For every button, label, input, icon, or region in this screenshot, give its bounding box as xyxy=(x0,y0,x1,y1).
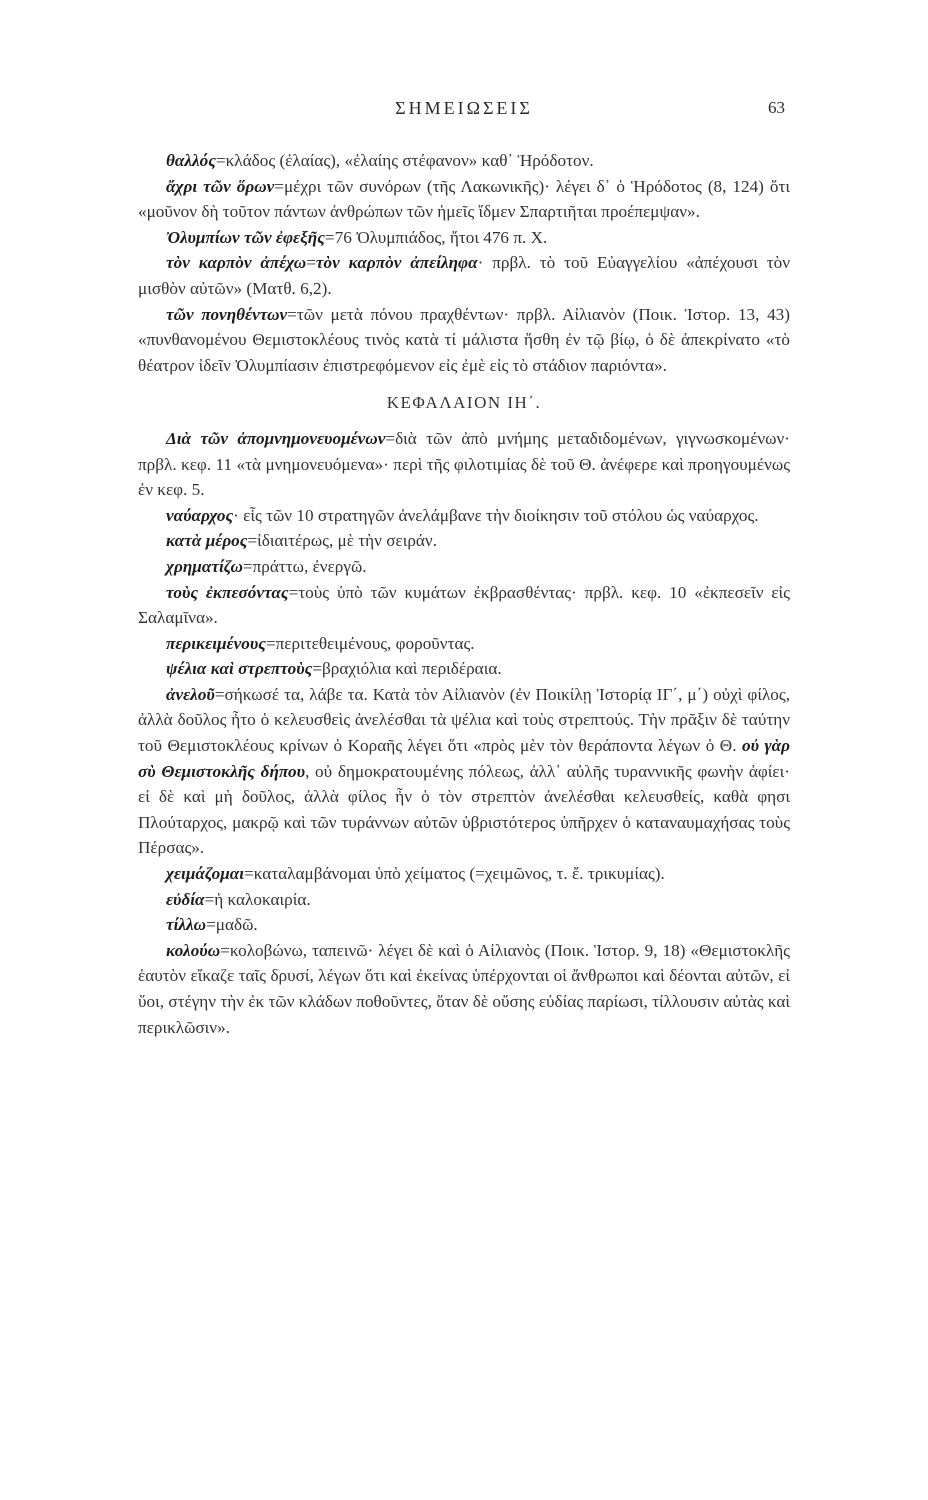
page-number: 63 xyxy=(768,98,785,117)
note-term: περικειμένους xyxy=(166,633,266,653)
note-entry xyxy=(138,656,790,682)
chapter-heading: ΚΕΦΑΛΑΙΟΝ ΙΗ΄. xyxy=(386,393,542,413)
note-entry xyxy=(138,426,790,503)
note-text: =μέχρι τῶν συνόρων (τῆς Λακωνικῆς)· λέγει δ᾿ ὁ Ἡρόδοτος (8, 124) ὅτι «μοῦνον δὴ τοῦτον πάντων ἀνθρώπων τῶν ἡμεῖς ἴδμεν Σπαρτιῆται προέπεμψαν». xyxy=(138,176,791,222)
note-entry xyxy=(138,580,790,631)
note-entry xyxy=(138,861,790,887)
note-text: =βραχιόλια καὶ περιδέραια. xyxy=(312,659,502,679)
note-text: · πρβλ. τὸ τοῦ Εὐαγγελίου «ἀπέχουσι τὸν μισθὸν αὐτῶν» (Ματθ. 6,2). xyxy=(138,253,791,298)
note-text: =κολοβώνω, ταπεινῶ· λέγει δὲ καὶ ὁ Αἰλιανὸς (Ποικ. Ἱστορ. 9, 18) «Θεμιστοκλῆς ἑαυτὸν εἴκαζε ταῖς δρυσί, λέγων ὅτι καὶ ἐκείνας ὑπέρχονται οἱ ἄνθρωποι καὶ δέονται αὐτῶν, εἰ ὕοι, στέγην τὴν ἐκ τῶν κλάδων ποθοῦντες, ὅταν δὲ οὔσης εὐδίας παρίωσι, τίλλουσιν αὐτὰς καὶ περικλῶσιν». xyxy=(138,940,790,1037)
note-entry xyxy=(138,682,790,861)
note-text: =κλάδος (ἐλαίας), «ἐλαίης στέφανον» καθ᾿ Ἡρόδοτον. xyxy=(215,151,594,170)
note-term: τῶν πονηθέντων xyxy=(166,304,288,324)
note-text: =μαδῶ. xyxy=(206,915,258,935)
note-entry xyxy=(138,225,790,251)
note-entry xyxy=(138,887,790,913)
note-quote-emphasis: οὐ γὰρ σὺ Θεμιστοκλῆς δήπου xyxy=(138,736,790,781)
note-term: ψέλια καὶ στρεπτοὺς xyxy=(166,659,313,679)
note-text: =καταλαμβάνομαι ὑπὸ χείματος (=χειμῶνος, τ. ἔ. τρικυμίας). xyxy=(244,864,665,884)
note-text: , οὐ δημοκρατουμένης πόλεως, ἀλλ᾿ αὐλῆς τυραννικῆς φωνὴν ἀφίει· εἰ δὲ καὶ μὴ δοῦλος, ἀλλὰ φίλος ἦν ὁ τὸν στρεπτὸν ἀνελέσθαι κελευσθείς, καθὰ φησι Πλούταρχος, μακρῷ καὶ τῶν τυράννων αὐτῶν ὑβριστότερος ὑπῆρχεν ὁ καταναυμαχήσας τοὺς Πέρσας». xyxy=(138,761,790,858)
note-term: Διὰ τῶν ἀπομνημονευομένων xyxy=(166,428,386,448)
note-entry xyxy=(138,174,790,225)
note-term: τοὺς ἐκπεσόντας xyxy=(166,582,289,602)
note-text: =σήκωσέ τα, λάβε τα. Κατὰ τὸν Αἰλιανὸν (ἐν Ποικίλῃ Ἱστορίᾳ ΙΓ΄, μ΄) οὐχὶ φίλος, ἀλλὰ δοῦλος ἦτο ὁ κελευσθεὶς ἀνελέσθαι τὰ ψέλια καὶ τοὺς στρεπτούς. Τὴν πρᾶξιν δὲ ταύτην τοῦ Θεμιστοκλέους κρίνων ὁ Κοραῆς λέγει ὅτι «πρὸς μὲν τὸν θεράποντα λέγων ὁ Θ. xyxy=(138,684,790,756)
note-term: χρηματίζω xyxy=(166,556,243,576)
note-entry xyxy=(138,938,790,1040)
note-term: κολούω xyxy=(166,940,221,960)
note-entry xyxy=(138,528,790,554)
note-term: κατὰ μέρος xyxy=(166,531,248,551)
note-text: · εἷς τῶν 10 στρατηγῶν ἀνελάμβανε τὴν διοίκησιν τοῦ στόλου ὡς ναύαρχος. xyxy=(233,505,759,525)
note-term: χειμάζομαι xyxy=(166,864,245,884)
note-entry xyxy=(138,503,790,529)
note-text: =ἰδιαιτέρως, μὲ τὴν σειράν. xyxy=(247,531,437,551)
note-term: εὐδία xyxy=(166,889,205,909)
note-text: =πράττω, ἐνεργῶ. xyxy=(242,556,367,576)
note-entry xyxy=(138,250,790,301)
note-entry xyxy=(138,912,790,938)
running-title: ΣΗΜΕΙΩΣΕΙΣ xyxy=(395,98,533,118)
note-text: =76 Ὀλυμπιάδος, ἤτοι 476 π. Χ. xyxy=(324,227,548,247)
notes-body xyxy=(138,148,790,1040)
note-entry xyxy=(138,631,790,657)
note-term: Ὀλυμπίων τῶν ἐφεξῆς xyxy=(166,227,325,247)
note-term: ἀνελοῦ xyxy=(166,684,215,704)
note-text: =διὰ τῶν ἀπὸ μνήμης μεταδιδομένων, γιγνωσκομένων· πρβλ. κεφ. 11 «τὰ μνημονευόμενα»· περὶ τῆς φιλοτιμίας δὲ τοῦ Θ. ἀνέφερε καὶ προηγουμένως ἐν κεφ. 5. xyxy=(138,428,790,500)
note-text: =τῶν μετὰ πόνου πραχθέντων· πρβλ. Αἰλιανὸν (Ποικ. Ἱστορ. 13, 43) «πυνθανομένου Θεμιστοκλέους τινὸς κατὰ τί μάλιστα ἥσθη ἐν τῷ βίῳ, ὁ δὲ ἀπεκρίνατο «τὸ θέατρον ἰδεῖν Ὀλυμπίασιν ἐπιστρεφόμενον εἰς ἐμὲ εἰς τὸ στάδιον παριόντα». xyxy=(138,304,790,375)
note-entry xyxy=(138,554,790,580)
note-text: =τοὺς ὑπὸ τῶν κυμάτων ἐκβρασθέντας· πρβλ. κεφ. 10 «ἐκπεσεῖν εἰς Σαλαμῖνα». xyxy=(138,582,790,628)
note-term: θαλλός xyxy=(166,151,216,170)
note-entry xyxy=(138,148,790,174)
note-term-secondary: τὸν καρπὸν ἀπείληφα xyxy=(315,253,478,273)
note-term: ναύαρχος xyxy=(166,505,234,525)
note-entry xyxy=(138,302,790,379)
note-text: =περιτεθειμένους, φοροῦντας. xyxy=(265,633,475,653)
note-term: τὸν καρπὸν ἀπέχω xyxy=(166,253,307,273)
note-term: ἄχρι τῶν ὅρων xyxy=(166,176,275,196)
note-text: =ἡ καλοκαιρία. xyxy=(204,889,311,909)
running-head xyxy=(0,94,928,124)
note-text: = xyxy=(306,253,316,273)
note-term: τίλλω xyxy=(166,915,207,935)
